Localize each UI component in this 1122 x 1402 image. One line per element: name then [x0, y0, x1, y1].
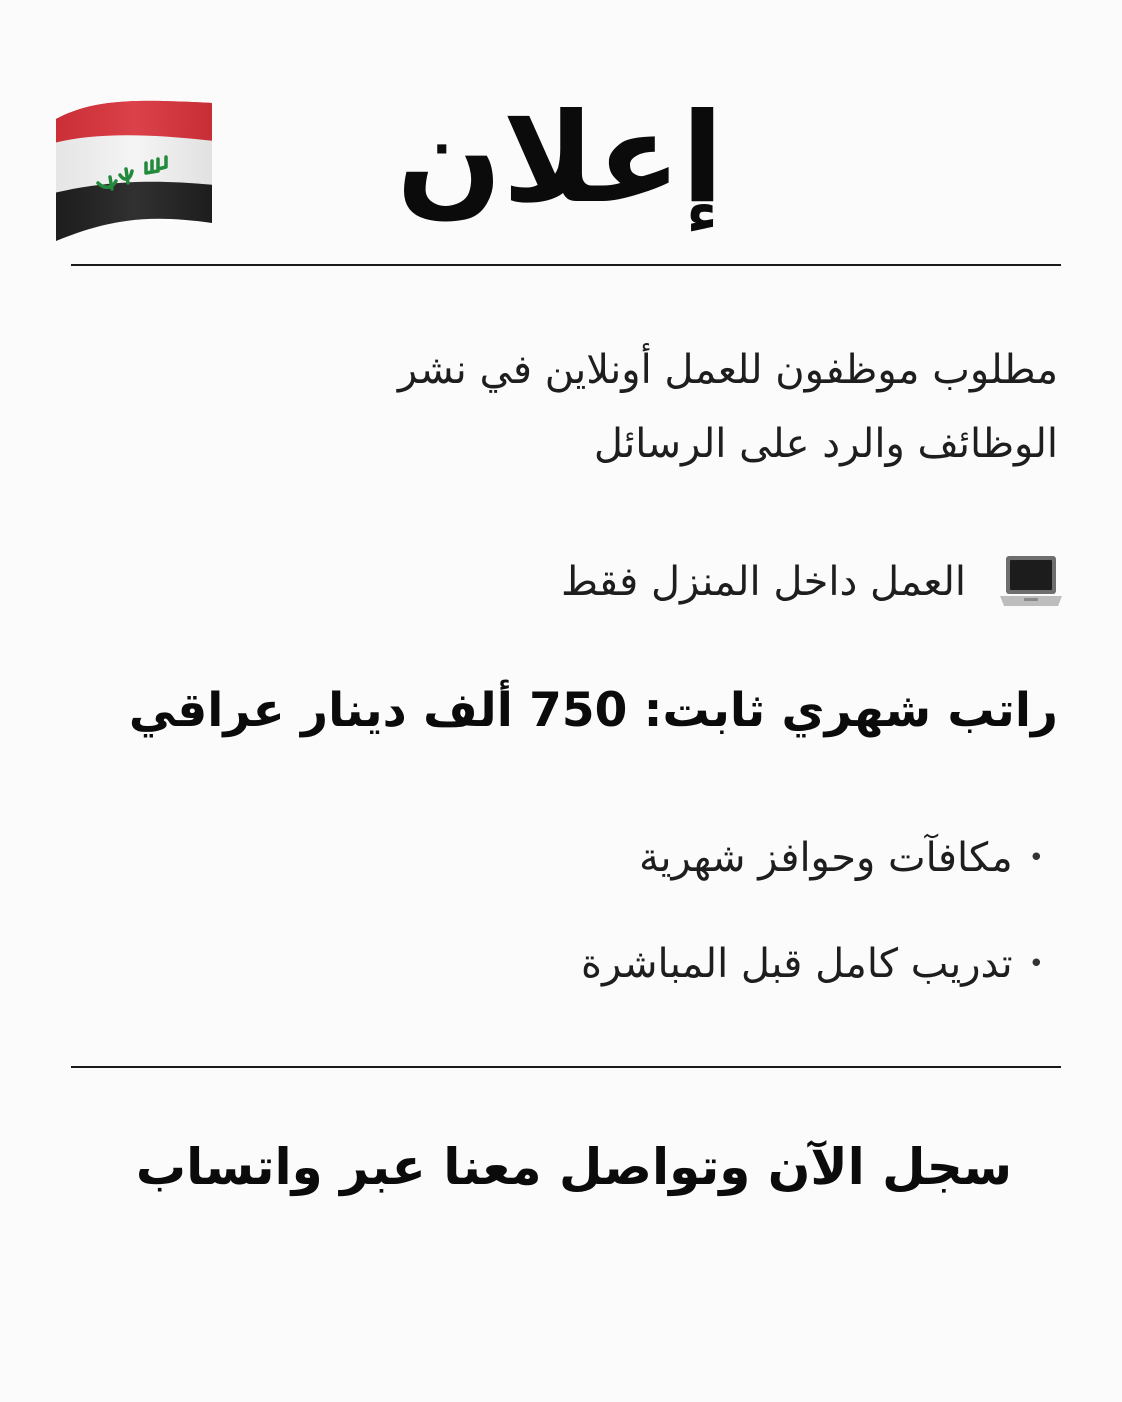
page-title: إعلان: [396, 87, 724, 231]
call-to-action: سجل الآن وتواصل معنا عبر واتساب: [135, 1138, 1012, 1196]
top-divider: [71, 264, 1061, 266]
iraq-flag-icon: [54, 97, 214, 243]
intro-line-1: مطلوب موظفون للعمل أونلاين في نشر: [397, 347, 1058, 393]
list-item: [581, 926, 1044, 1002]
perks-list: [581, 820, 1044, 1032]
bullet-icon: •: [1028, 843, 1044, 873]
bullet-icon: •: [1028, 949, 1044, 979]
intro-text: [238, 333, 1058, 481]
salary-headline: راتب شهري ثابت: 750 ألف دينار عراقي: [128, 683, 1058, 738]
perk-text: مكافآت وحوافز شهرية: [638, 835, 1013, 881]
intro-line-2: الوظائف والرد على الرسائل: [593, 421, 1058, 467]
list-item: [581, 820, 1044, 896]
bottom-divider: [71, 1066, 1061, 1068]
work-mode-text: العمل داخل المنزل فقط: [560, 559, 966, 605]
work-mode: [561, 552, 1064, 612]
laptop-icon: [998, 552, 1064, 612]
perk-text: تدريب كامل قبل المباشرة: [580, 941, 1013, 987]
